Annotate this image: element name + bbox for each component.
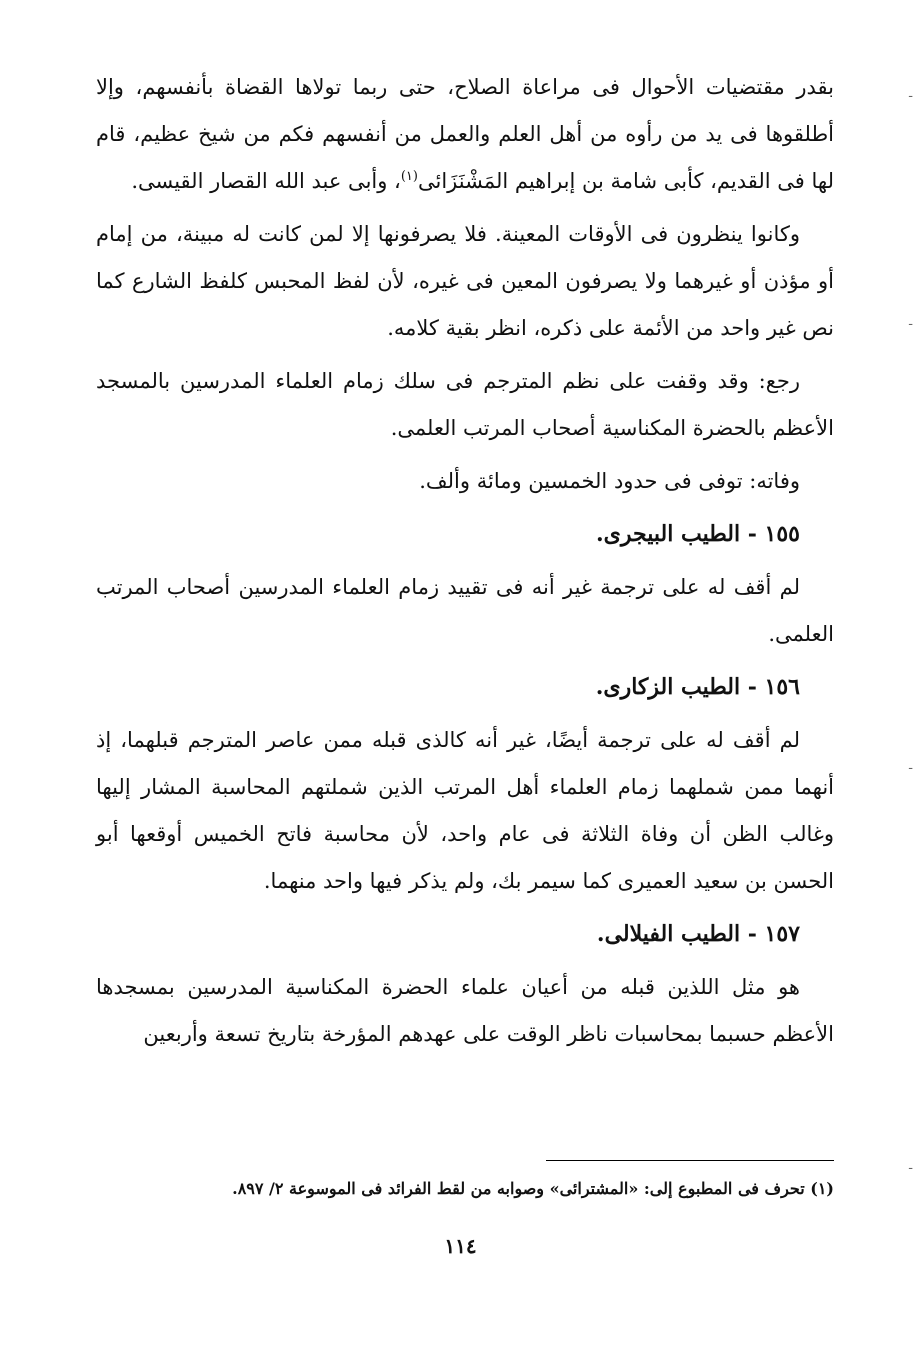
paragraph-3: رجع: وقد وقفت على نظم المترجم فى سلك زمام العلماء المدرسين بالمسجد الأعظم بالحضرة المكناسية أصحاب المرتب العلمى. xyxy=(96,369,834,440)
page-number: ١١٤ xyxy=(444,1234,477,1258)
paragraph-1-tail: ، وأبى عبد الله القصار القيسى. xyxy=(131,169,401,193)
margin-mark: - xyxy=(908,1160,913,1176)
paragraph-1-text: بقدر مقتضيات الأحوال فى مراعاة الصلاح، حتى ربما تولاها القضاة بأنفسهم، وإلا أطلقوها فى يد من رأوه من أهل العلم والعمل من أنفسهم فكم من شيخ عظيم، قام لها فى القديم، كأبى شامة بن إبراهيم المَشْنَزَائى xyxy=(96,75,834,193)
paragraph-1 xyxy=(96,64,834,205)
footnote-divider xyxy=(546,1160,834,1161)
entry-157-text: هو مثل اللذين قبله من أعيان علماء الحضرة المكناسية المدرسين بمسجدها الأعظم حسبما بمحاسبات ناظر الوقت على عهدهم المؤرخة بتاريخ تسعة وأربعين xyxy=(96,975,834,1046)
entry-155-text: لم أقف له على ترجمة غير أنه فى تقييد زمام العلماء المدرسين أصحاب المرتب العلمى. xyxy=(96,575,834,646)
paragraph-2: وكانوا ينظرون فى الأوقات المعينة. فلا يصرفونها إلا لمن كانت له مبينة، من إمام أو مؤذن أو غيرهما ولا يصرفون المعين فى غيره، لأن لفظ المحبس كلفظ الشارع كما نص غير واحد من الأئمة على ذكره، انظر بقية كلامه. xyxy=(96,222,834,340)
entry-156-text: لم أقف له على ترجمة أيضًا، غير أنه كالذى قبله ممن عاصر المترجم قبلهما، إذ أنهما ممن شملهما زمام العلماء أهل المرتب الذين شملتهم المحاسبة المشار إليها وغالب الظن أن وفاة الثلاثة فى عام واحد، لأن محاسبة فاتح الخميس أوقعها أبو الحسن بن سعيد العميرى كما سيمر بك، ولم يذكر فيها واحد منهما. xyxy=(96,728,834,893)
margin-mark: - xyxy=(908,760,913,776)
entry-heading-156: ١٥٦ - الطيب الزكارى. xyxy=(595,674,800,700)
main-text xyxy=(96,64,834,1064)
margin-mark: - xyxy=(908,316,913,332)
entry-heading-157: ١٥٧ - الطيب الفيلالى. xyxy=(596,921,800,947)
margin-mark: - xyxy=(908,88,913,104)
paragraph-4: وفاته: توفى فى حدود الخمسين ومائة وألف. xyxy=(419,469,800,493)
footnote: (١) تحرف فى المطبوع إلى: «المشترائى» وصوابه من لقط الفرائد فى الموسوعة ٢/ ٨٩٧. xyxy=(232,1179,834,1198)
footnote-ref[interactable]: (١) xyxy=(400,169,418,184)
entry-heading-155: ١٥٥ - الطيب البيجرى. xyxy=(596,521,800,547)
